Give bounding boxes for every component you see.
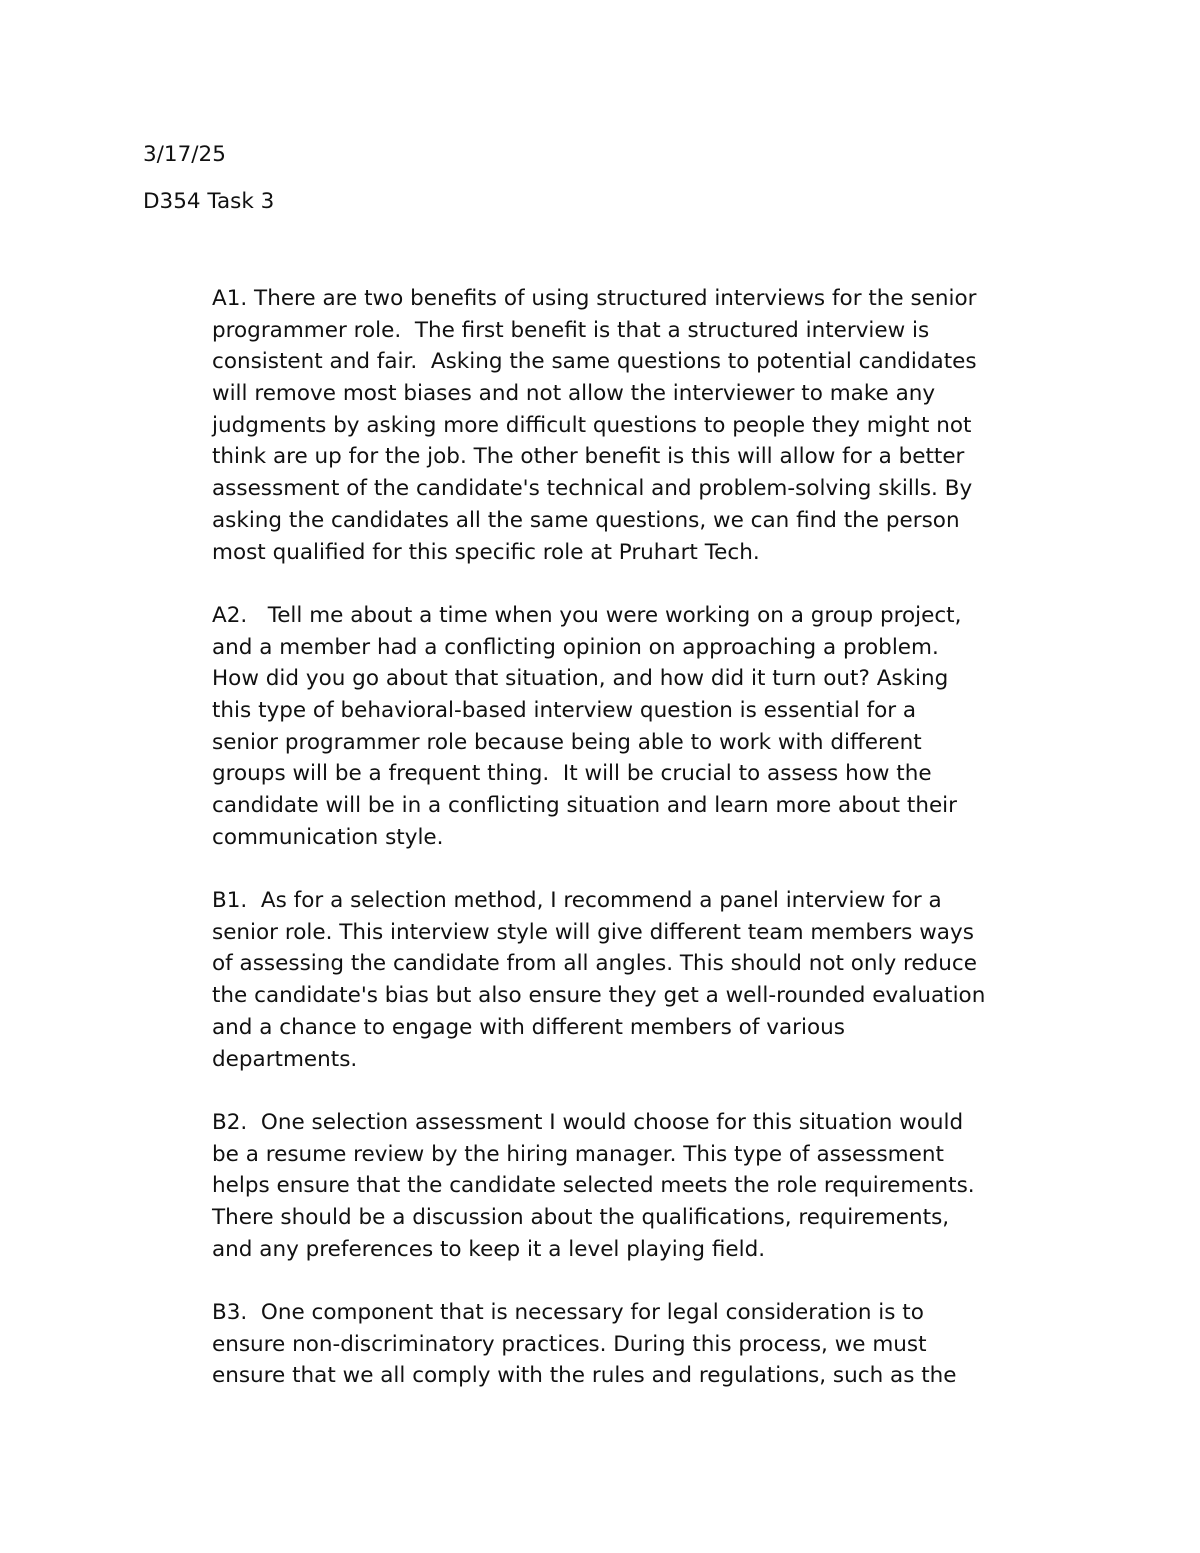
document-body [212,283,1112,1424]
text-line: programmer role. The first benefit is that a structured interview is [212,317,930,343]
text-line: groups will be a frequent thing. It will be crucial to assess how the [212,761,932,787]
text-line: A2. Tell me about a time when you were working on a group project, [212,602,962,628]
document-date: 3/17/25 [143,142,226,167]
paragraph-a1 [212,283,1112,568]
text-line: departments. [212,1046,358,1072]
text-line: asking the candidates all the same questions, we can find the person [212,507,960,533]
text-line: the candidate's bias but also ensure they get a well-rounded evaluation [212,983,986,1009]
text-line: ensure that we all comply with the rules and regulations, such as the [212,1363,957,1389]
text-line: and any preferences to keep it a level playing field. [212,1236,766,1262]
text-line: consistent and fair. Asking the same questions to potential candidates [212,349,977,375]
text-line: candidate will be in a conflicting situation and learn more about their [212,793,957,818]
text-line: assessment of the candidate's technical and problem-solving skills. By [212,476,973,502]
text-line: judgments by asking more difficult questions to people they might not [212,412,972,438]
paragraph-b3 [212,1297,1112,1392]
text-line: B1. As for a selection method, I recommend a panel interview for a [212,888,942,914]
text-line: and a member had a conflicting opinion on approaching a problem. [212,634,939,660]
text-line: be a resume review by the hiring manager. This type of assessment [212,1141,944,1167]
paragraph-a2 [212,600,1112,854]
text-line: How did you go about that situation, and how did it turn out? Asking [212,666,949,692]
text-line: think are up for the job. The other benefit is this will allow for a better [212,444,965,470]
text-line: communication style. [212,824,444,850]
paragraph-b2 [212,1107,1112,1265]
text-line: of assessing the candidate from all angles. This should not only reduce [212,951,977,977]
text-line: senior role. This interview style will give different team members ways [212,919,974,945]
text-line: most qualified for this specific role at Pruhart Tech. [212,539,760,565]
document-title: D354 Task 3 [143,189,275,214]
text-line: senior programmer role because being able to work with different [212,729,922,755]
text-line: and a chance to engage with different members of various [212,1014,845,1040]
text-line: will remove most biases and not allow the interviewer to make any [212,381,936,407]
text-line: ensure non-discriminatory practices. During this process, we must [212,1331,927,1357]
text-line: this type of behavioral-based interview question is essential for a [212,697,917,723]
paragraph-b1 [212,885,1112,1075]
text-line: A1. There are two benefits of using structured interviews for the senior [212,286,977,311]
text-line: B3. One component that is necessary for legal consideration is to [212,1300,924,1325]
text-line: helps ensure that the candidate selected meets the role requirements. [212,1173,975,1199]
text-line: B2. One selection assessment I would choose for this situation would [212,1109,964,1135]
text-line: There should be a discussion about the qualifications, requirements, [212,1204,950,1230]
